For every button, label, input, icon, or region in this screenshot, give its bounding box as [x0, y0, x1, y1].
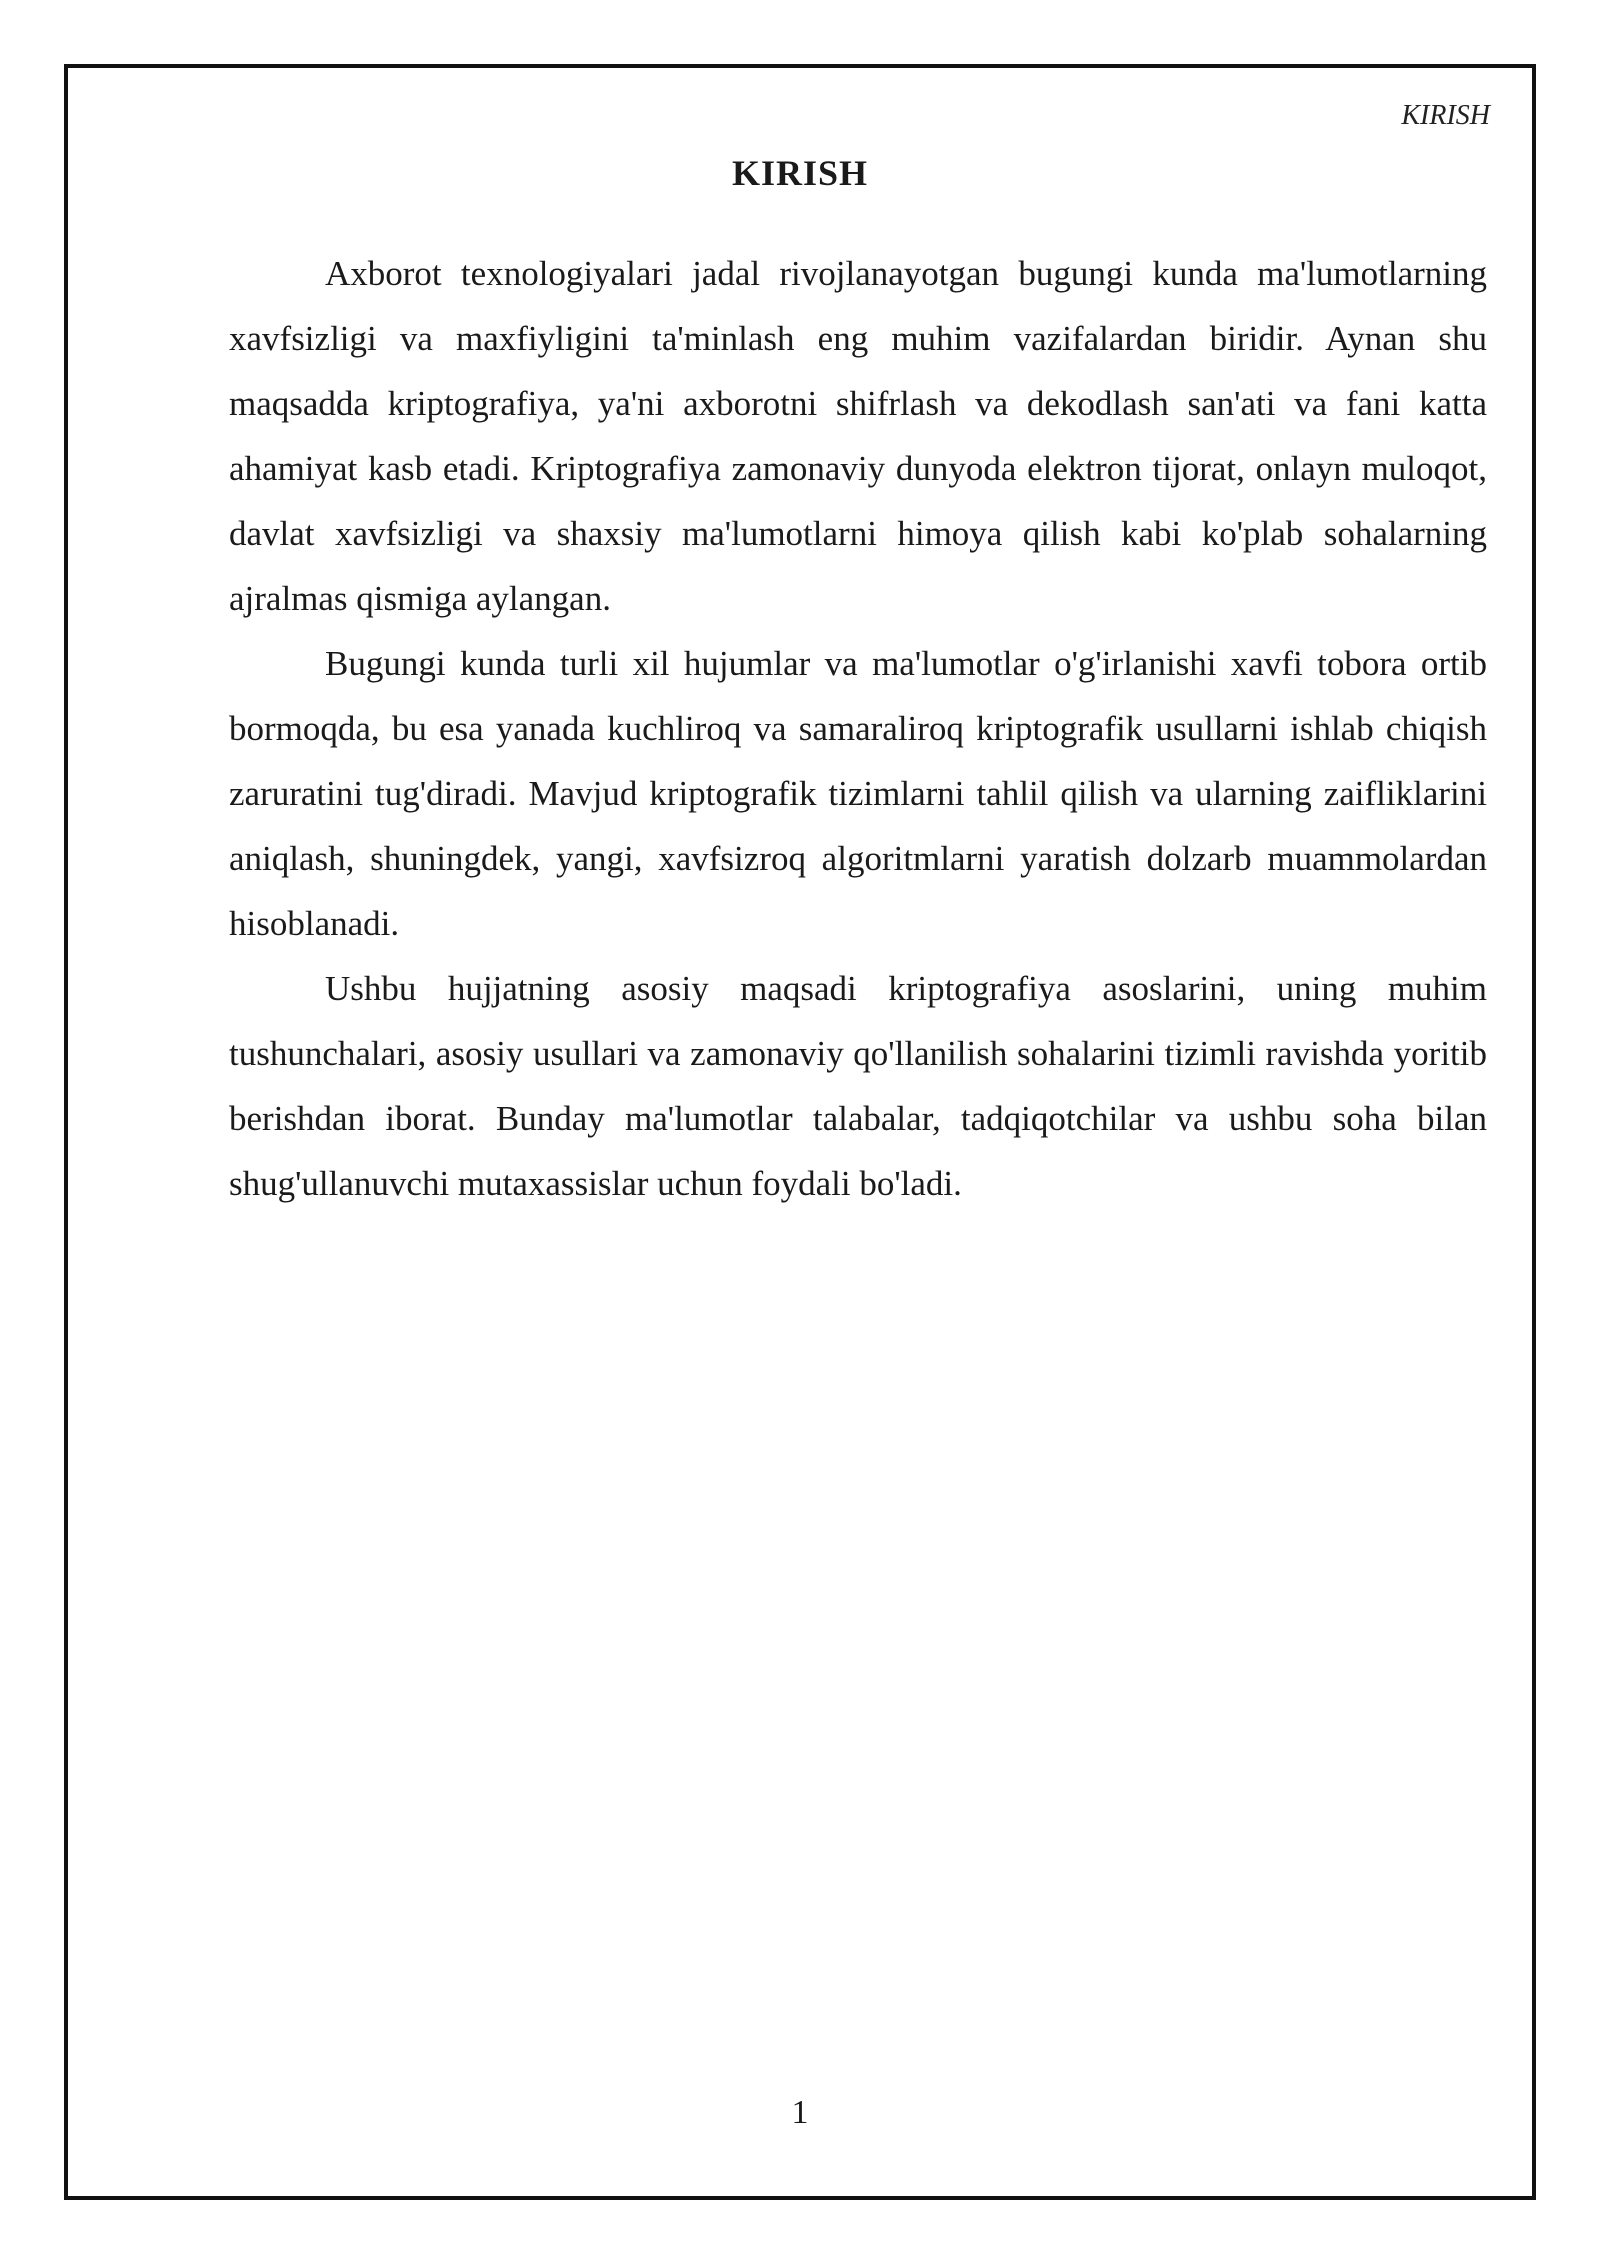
paragraph: Axborot texnologiyalari jadal rivojlanayotgan bugungi kunda ma'lumotlarning xavfsizligi va maxfiyligini ta'minlash eng muhim vazifalardan biridir. Aynan shu maqsadda kriptografiya, ya'ni axborotni shifrlash va dekodlash san'ati va fani katta ahamiyat kasb etadi. Kriptografiya zamonaviy dunyoda elektron tijorat, onlayn muloqot, davlat xavfsizligi va shaxsiy ma'lumotlarni himoya qilish kabi ko'plab sohalarning ajralmas qismiga aylangan. — [229, 254, 1487, 618]
paragraph: Bugungi kunda turli xil hujumlar va ma'lumotlar o'g'irlanishi xavfi tobora ortib bormoqda, bu esa yanada kuchliroq va samaraliroq kriptografik usullarni ishlab chiqish zaruratini tug'diradi. Mavjud kriptografik tizimlarni tahlil qilish va ularning zaifliklarini aniqlash, shuningdek, yangi, xavfsizroq algoritmlarni yaratish dolzarb muammolardan hisoblanadi. — [229, 644, 1487, 943]
running-header: KIRISH — [1401, 100, 1490, 131]
document-title: KIRISH — [731, 153, 869, 193]
page-number: 1 — [791, 2094, 809, 2131]
paragraph: Ushbu hujjatning asosiy maqsadi kriptografiya asoslarini, uning muhim tushunchalari, asosiy usullari va zamonaviy qo'llanilish sohalarini tizimli ravishda yoritib berishdan iborat. Bunday ma'lumotlar talabalar, tadqiqotchilar va ushbu soha bilan shug'ullanuvchi mutaxassislar uchun foydali bo'ladi. — [229, 969, 1487, 1203]
document-body — [229, 241, 1487, 1216]
